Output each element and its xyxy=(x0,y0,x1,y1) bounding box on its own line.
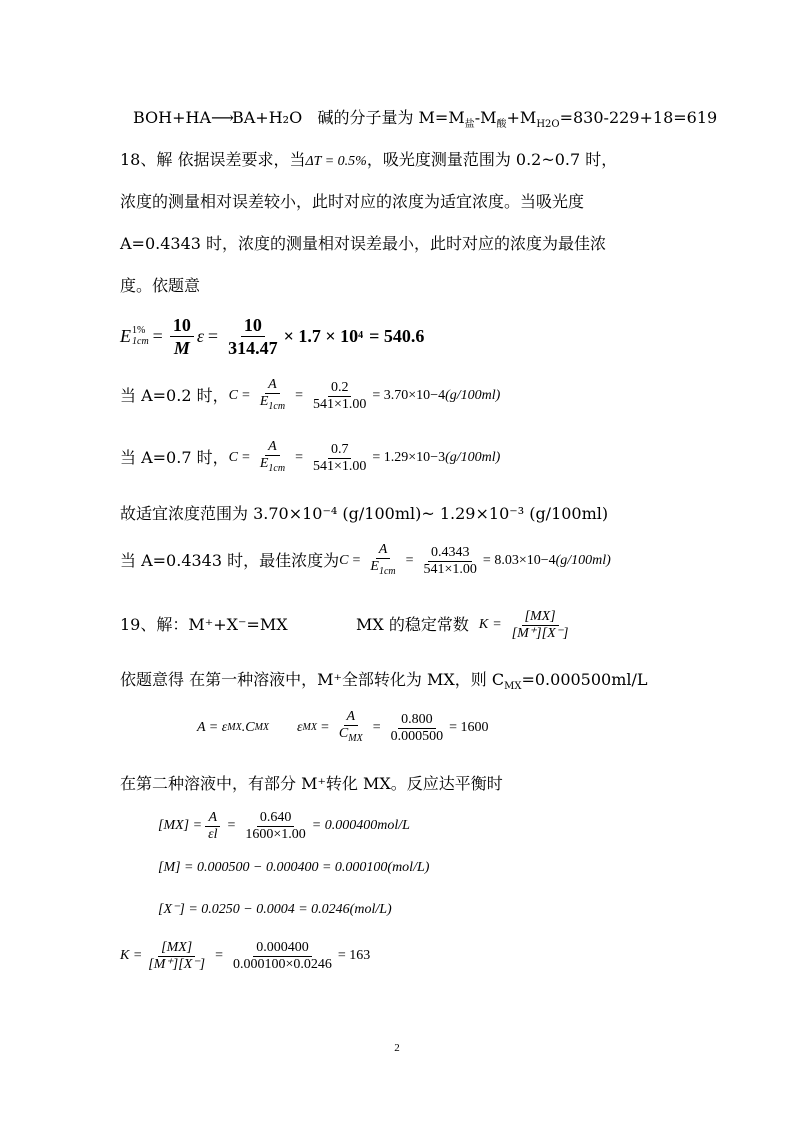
a07-unit: (g/100ml) xyxy=(445,450,501,465)
a07-exp: −3 xyxy=(430,450,446,465)
epsilon: ε xyxy=(196,326,204,346)
eps-lhs-sub: MX xyxy=(302,722,317,733)
eps-den2: 0.000500 xyxy=(390,728,444,744)
delta-t: ΔT = 0.5% xyxy=(305,154,367,169)
mw-text: 碱的分子量为 M=M xyxy=(317,108,465,127)
q19-stab: MX 的稳定常数 xyxy=(356,615,469,634)
eq-mx: [MX] = $\frac{A}{\varepsilon l}$ = $\frac{0.640}{1600\times 1.00}$ = 0.000400mol/L xyxy=(158,809,410,842)
a02-num: 0.2 xyxy=(328,380,352,397)
best-exp: −4 xyxy=(540,553,556,568)
frac2-num: 10 xyxy=(241,314,265,337)
products: BA+H₂O xyxy=(231,108,303,127)
arrow-icon: ⟶ xyxy=(211,108,232,127)
kf-den2: 0.000100×0.0246 xyxy=(233,956,332,972)
q19-line2-sub: MX xyxy=(504,681,522,693)
a02-label: 当 A=0.2 时， xyxy=(120,386,229,405)
q19-line1: 19、解：M⁺+X⁻=MX MX 的稳定常数 K = $\frac{[MX]}{[M^+][X^-]}$ xyxy=(120,605,694,645)
mw-result: =830-229+18=619 xyxy=(559,108,718,127)
a07-den: 541×1.00 xyxy=(312,458,367,474)
q18-line1 xyxy=(120,149,694,173)
mw-minus: -M xyxy=(474,108,497,127)
q19-lead: 19、解：M⁺+X⁻=MX xyxy=(120,615,288,634)
a07-result: = 1.29×10 xyxy=(372,450,431,465)
mx-den1: εl xyxy=(208,826,218,842)
k-num: [MX] xyxy=(522,609,559,626)
kf-den1: [M⁺][X⁻] xyxy=(148,956,206,972)
q19-line2 xyxy=(120,669,694,698)
sub-h2o: H2O xyxy=(536,119,560,131)
sub-acid: 酸 xyxy=(496,119,507,131)
e-sub: 1cm xyxy=(132,336,149,347)
kf-result: = 163 xyxy=(337,948,371,963)
mw-plus: +M xyxy=(506,108,537,127)
best-num: 0.4343 xyxy=(428,545,473,562)
q18-range: 故适宜浓度范围为 3.70×10⁻⁴ (g/100ml)~ 1.29×10⁻³ (g/100ml) xyxy=(120,504,609,523)
mx-lhs: [MX] = xyxy=(158,818,203,833)
a02-den: 541×1.00 xyxy=(312,396,367,412)
q18-line4: 度。依题意 xyxy=(120,276,201,295)
q19-line2-text: 依题意得 在第一种溶液中，M⁺全部转化为 MX，则 C xyxy=(120,670,505,689)
eq-eps: A = ε MX .C MX ε MX = $\frac{A}{C_{MX}}$ = $\frac{0.800}{0.000500}$ = 1600 xyxy=(197,709,489,744)
eq1-result: = 540.6 xyxy=(369,326,425,346)
reactants: BOH+HA xyxy=(133,108,212,127)
frac1-den: M xyxy=(173,337,190,358)
eq1-rest: × 1.7 × 10 xyxy=(283,326,359,346)
eqa-sub: MX xyxy=(227,722,242,733)
sub-salt: 盐 xyxy=(464,119,475,131)
q18-text1: ，吸光度测量范围为 0.2~0.7 时， xyxy=(366,150,618,169)
q18-line3: A=0.4343 时，浓度的测量相对误差最小，此时对应的浓度为最佳浓 xyxy=(120,234,607,253)
mx-result: = 0.000400mol/L xyxy=(311,818,410,833)
eq-x: [X⁻] = 0.0250 − 0.0004 = 0.0246(mol/L) xyxy=(158,902,392,917)
best-result: = 8.03×10 xyxy=(482,553,541,568)
frac2-den: 314.47 xyxy=(228,337,278,358)
eps-lhs: ε xyxy=(297,720,303,735)
eq-a07: 当 A=0.7 时， C = $\frac{A}{E_{1cm}}$ = $\frac{0.7}{541\times 1.00}$ = 1.29×10 −3 (g/100ml) xyxy=(120,439,501,474)
eps-num2: 0.800 xyxy=(398,712,436,729)
best-unit: (g/100ml) xyxy=(555,553,611,568)
eq-a02: 当 A=0.2 时， C = $\frac{A}{E_{1cm}}$ = $\frac{0.2}{541\times 1.00}$ = 3.70×10 −4 (g/100ml) xyxy=(120,377,501,412)
eq1-exp: 4 xyxy=(358,330,364,341)
reaction-line xyxy=(133,107,718,136)
k-den: [M⁺][X⁻] xyxy=(511,625,569,641)
eq-best: 当 A=0.4343 时，最佳浓度为 C = $\frac{A}{E_{1cm}}$ = $\frac{0.4343}{541\times 1.00}$ = 8.03×10 −4 (g/100ml) xyxy=(120,542,611,577)
e-symbol: E xyxy=(120,326,131,346)
eps-result: = 1600 xyxy=(449,720,489,735)
frac1-num: 10 xyxy=(170,314,194,337)
best-label: 当 A=0.4343 时，最佳浓度为 xyxy=(120,551,340,570)
a02-result: = 3.70×10 xyxy=(372,388,431,403)
a07-label: 当 A=0.7 时， xyxy=(120,448,229,467)
eqa-c-sub: MX xyxy=(254,722,270,733)
eqa: A = ε xyxy=(197,720,228,735)
best-den: 541×1.00 xyxy=(423,561,477,577)
q18-line2: 浓度的测量相对误差较小，此时对应的浓度为适宜浓度。当吸光度 xyxy=(120,192,585,211)
eps-den-sub: MX xyxy=(348,732,363,744)
eps-num: A xyxy=(344,709,359,726)
a02-frac-num: A xyxy=(265,377,280,394)
a02-unit: (g/100ml) xyxy=(445,388,501,403)
eq-m: [M] = 0.000500 − 0.000400 = 0.000100(mol/L) xyxy=(158,860,430,875)
eq-e1cm: E 1% 1cm = $\frac{10}{M}$ ε = $\frac{10}{314.47}$ × 1.7 × 10 4 = 540.6 xyxy=(120,314,425,358)
kf-lhs: K = xyxy=(120,948,143,963)
mx-den2: 1600×1.00 xyxy=(245,826,306,842)
kf-num1: [MX] xyxy=(158,940,195,957)
mx-num1: A xyxy=(205,810,220,827)
eq-k-final: K = $\frac{[MX]}{[M^+][X^-]}$ = $\frac{0.000400}{0.000100\times 0.0246}$ = 163 xyxy=(120,939,371,972)
a02-exp: −4 xyxy=(430,388,446,403)
mx-num2: 0.640 xyxy=(257,810,295,827)
eqa-c: .C xyxy=(241,720,255,735)
q18-lead: 18、解 依据误差要求，当 xyxy=(120,150,306,169)
q19-line3: 在第二种溶液中，有部分 M⁺转化 MX。反应达平衡时 xyxy=(120,774,503,793)
a07-num: 0.7 xyxy=(328,442,352,459)
page-number: 2 xyxy=(394,1042,400,1054)
eps-den: C xyxy=(338,726,349,742)
q19-line2-end: =0.000500ml/L xyxy=(521,670,648,689)
kf-num2: 0.000400 xyxy=(253,940,312,957)
e-sup: 1% xyxy=(132,325,146,336)
